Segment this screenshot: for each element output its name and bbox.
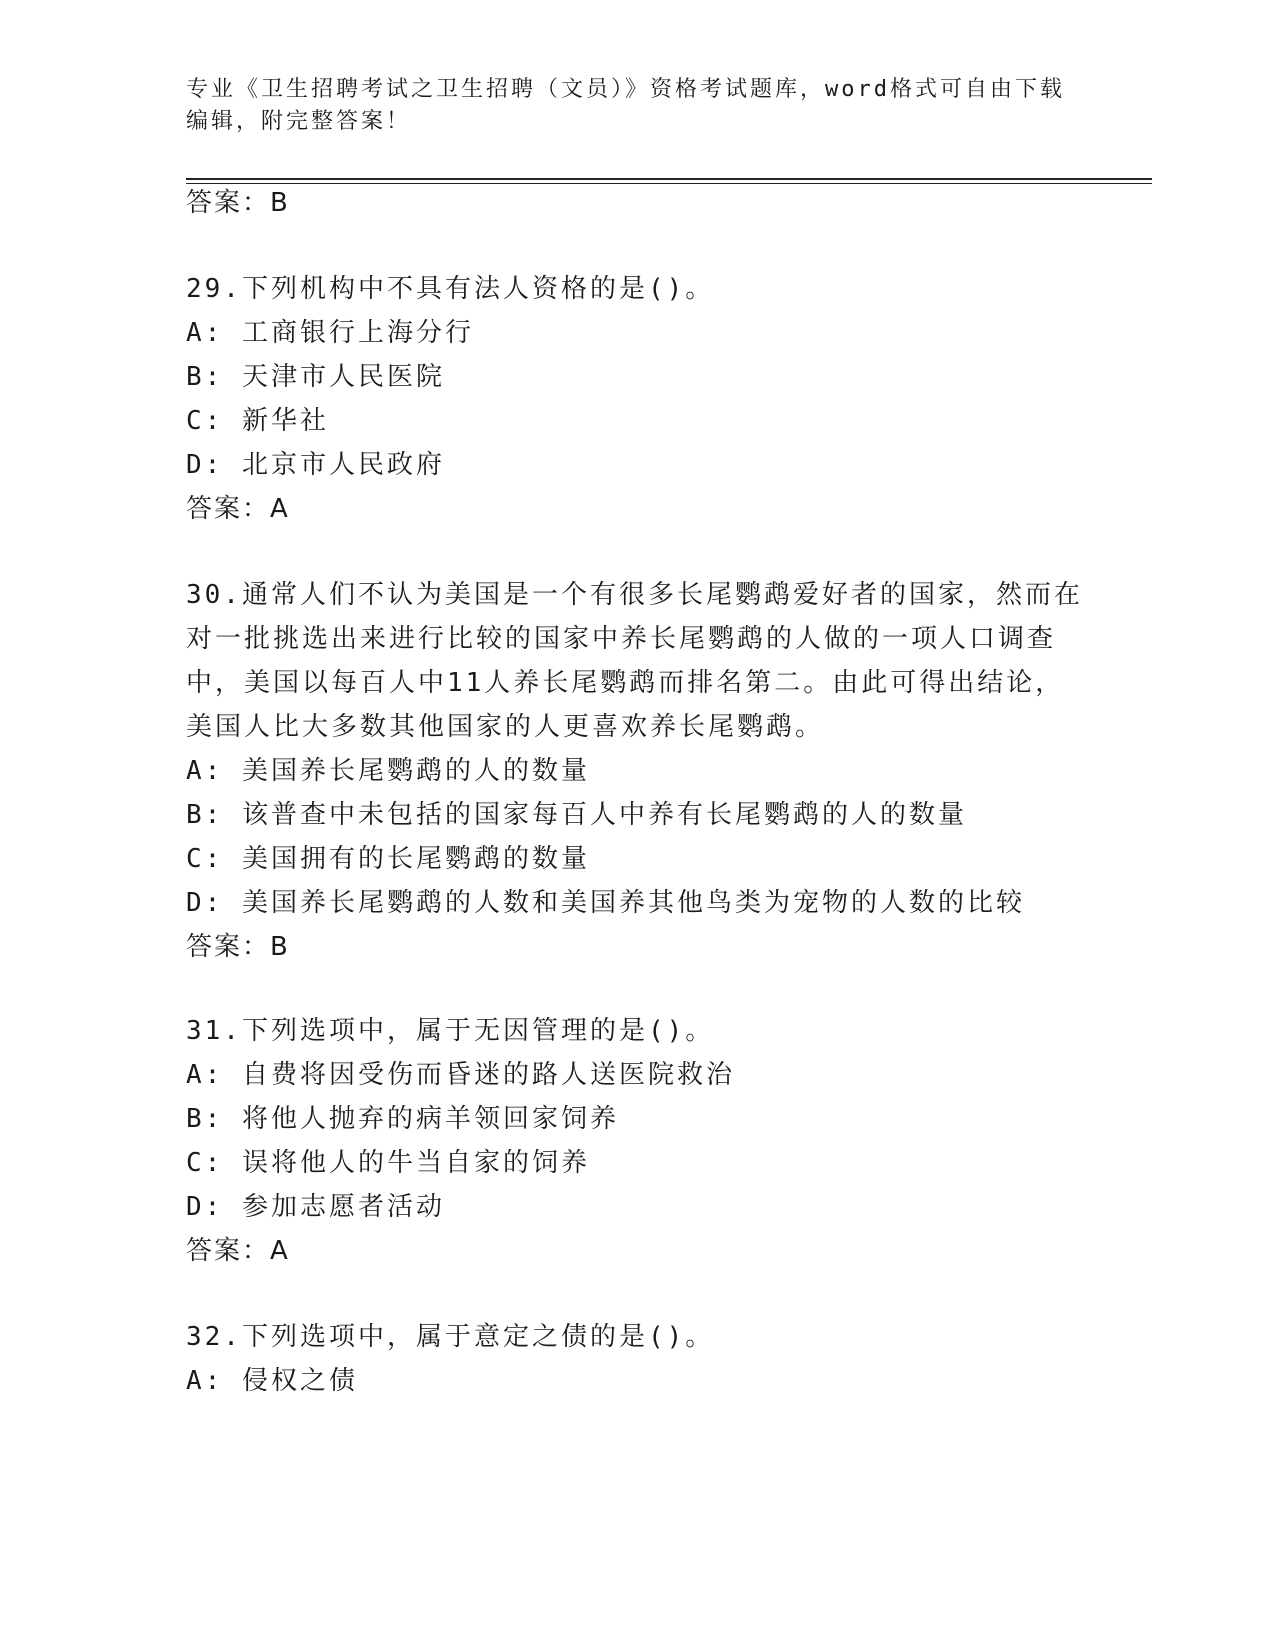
document-header	[186, 74, 1066, 138]
question-30-stem-line-1: 30.通常人们不认为美国是一个有很多长尾鹦鹉爱好者的国家，然而在	[186, 580, 1083, 610]
question-32-option-a: A: 侵权之债	[186, 1366, 358, 1396]
question-31-option-d: D: 参加志愿者活动	[186, 1192, 445, 1222]
header-line-2: 编辑，附完整答案！	[186, 109, 412, 134]
question-29-stem: 29.下列机构中不具有法人资格的是()。	[186, 274, 715, 304]
question-30-answer: 答案：B	[186, 932, 290, 962]
question-31-answer: 答案：A	[186, 1236, 290, 1266]
question-29-option-a: A: 工商银行上海分行	[186, 318, 474, 348]
question-30-option-a: A: 美国养长尾鹦鹉的人的数量	[186, 756, 590, 786]
question-31-option-b: B: 将他人抛弃的病羊领回家饲养	[186, 1104, 619, 1134]
header-line-1: 专业《卫生招聘考试之卫生招聘（文员）》资格考试题库，word格式可自由下载	[186, 77, 1065, 102]
question-29-option-b: B: 天津市人民医院	[186, 362, 445, 392]
question-30-stem-line-4: 美国人比大多数其他国家的人更喜欢养长尾鹦鹉。	[186, 712, 825, 742]
question-31-option-a: A: 自费将因受伤而昏迷的路人送医院救治	[186, 1060, 735, 1090]
question-29-answer: 答案：A	[186, 494, 290, 524]
question-29-option-c: C: 新华社	[186, 406, 329, 436]
question-30-stem-line-3: 中，美国以每百人中11人养长尾鹦鹉而排名第二。由此可得出结论，	[186, 668, 1065, 698]
question-31-stem: 31.下列选项中，属于无因管理的是()。	[186, 1016, 715, 1046]
question-30-stem-line-2: 对一批挑选出来进行比较的国家中养长尾鹦鹉的人做的一项人口调查	[186, 624, 1057, 654]
question-30-option-c: C: 美国拥有的长尾鹦鹉的数量	[186, 844, 590, 874]
question-30-option-d: D: 美国养长尾鹦鹉的人数和美国养其他鸟类为宠物的人数的比较	[186, 888, 1025, 918]
header-divider-thin	[186, 183, 1152, 184]
question-32-stem: 32.下列选项中，属于意定之债的是()。	[186, 1322, 715, 1352]
question-31-option-c: C: 误将他人的牛当自家的饲养	[186, 1148, 590, 1178]
previous-answer: 答案：B	[186, 188, 290, 218]
question-29-option-d: D: 北京市人民政府	[186, 450, 445, 480]
question-30-option-b: B: 该普查中未包括的国家每百人中养有长尾鹦鹉的人的数量	[186, 800, 967, 830]
header-divider-thick	[186, 178, 1152, 180]
